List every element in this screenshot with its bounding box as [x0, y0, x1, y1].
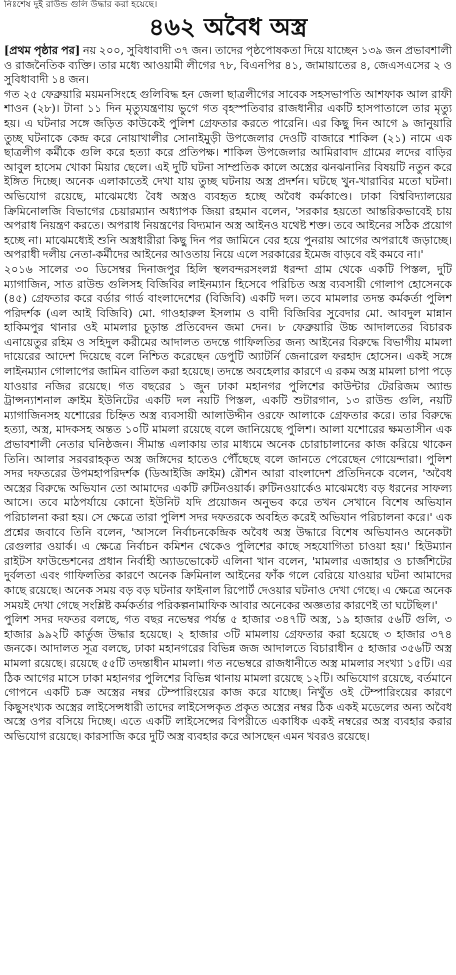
paragraph-text: নয় ২০০, সুবিধাবাদী ৩৭ জন। তাদের পৃষ্ঠপোষকতা দিয়ে যাচ্ছেন ১৩৯ জন প্রভাবশালী ও রাজনৈতিক ব্যক্তি। তার মধ্যে আওয়ামী লীগের ৭৮, বিএনপির ৪১, জামায়াতের ৪, জেএসএসের ২ ও সুবিধাবাদী ১৪ জন। [4, 44, 452, 87]
article-paragraph-4: পুলিশ সদর দফতর বলছে, গত বছর নভেম্বর পর্যন্ত ৫ হাজার ৩৪৭টি অস্ত্র, ১৯ হাজার ৫৬টি গুলি, ৩ হাজার ৯৯২টি কার্তুজ উদ্ধার হয়েছে। ২ হাজার ৩টি মামলায় গ্রেফতার করা হয়েছে ৩ হাজার ৩৭৪ জনকে। আদালত সূত্র বলছে, ঢাকা মহানগরের বিভিন্ন জজ আদালতে বিচারাধীন ৫ হাজার ৩৫৬টি অস্ত্র মামলা রয়েছে। রয়েছে ৫৫টি তদন্তাধীন মামলা। গত নভেম্বরে রাজধানীতে অস্ত্র মামলার সংখ্যা ১৫টি। এর ঠিক আগের মাসে ঢাকা মহানগর পুলিশের বিভিন্ন থানায় মামলা রয়েছে ১২টি। অভিযোগ রয়েছে, বর্তমানে গোপনে একটি চক্র অস্ত্রের নম্বর টেম্পারিংয়ের কাজ করে যাচ্ছে। নিখুঁত ওই টেম্পারিংয়ের কারণে কিছুসংখ্যক অস্ত্রের লাইসেন্সধারী তাদের লাইসেন্সকৃত প্রকৃত অস্ত্রের নম্বর ঠিক একই মডেলের অন্য অবৈধ অস্ত্রে ওপর বসিয়ে দিচ্ছে। এতে একটি লাইসেন্সের বিপরীতে একাধিক একই নম্বরের অস্ত্র ব্যবহার করার অভিযোগ রয়েছে। কারসাজি করে দুটি অস্ত্র ব্যবহার করে আসছেন এমন খবরও রয়েছে। [4, 613, 452, 743]
continuation-tag: [প্রথম পৃষ্ঠার পর] [4, 43, 81, 57]
previous-article-fragment: নিঃশেষ দুই রাউন্ড গুলি উদ্ধার করা হয়েছে। [4, 0, 158, 10]
article-paragraph-2: গত ২৫ ফেব্রুয়ারি ময়মনসিংহে গুলিবিদ্ধ হন জেলা ছাত্রলীগের সাবেক সহসভাপতি আশফাক আল রাফী শাওন (২৮)। টানা ১১ দিন মৃত্যুযন্ত্রণায় ভুগে গত বৃহস্পতিবার রাজধানীর একটি হাসপাতালে তার মৃত্যু হয়। এ ঘটনার সঙ্গে জড়িত কাউকেই পুলিশ গ্রেফতার করতে পারেনি। এর কিছু দিন আগে ৯ জানুয়ারি তুচ্ছ ঘটনাকে কেন্দ্র করে নোয়াখালীর সোনাইমুড়ী উপজেলার দেওটি বাজারে শাকিল (২১) নামে এক ছাত্রলীগ কর্মীকে গুলি করে হত্যা করে প্রতিপক্ষ। শাকিল উপজেলার আমিরাবাদ গ্রামের লদের বাড়ির আবুল হাসেম খোকা মিয়ার ছেলে। এই দুটি ঘটনা সাম্প্রতিক কালে অস্ত্রের ঝনঝনানির বিষয়টি নতুন করে ইঙ্গিত দিচ্ছে। অনেক এলাকাতেই দেখা যায় তুচ্ছ ঘটনায় অস্ত্র প্রদর্শন। ঘটছে খুন-খারাবির মতো ঘটনা। অভিযোগ রয়েছে, মাঝেমধ্যে বৈধ অস্ত্রও ব্যবহৃত হচ্ছে অবৈধ কর্মকাণ্ডে। ঢাকা বিশ্ববিদ্যালয়ের ক্রিমিনোলজি বিভাগের চেয়ারম্যান অধ্যাপক জিয়া রহমান বলেন, 'সরকার হয়তো আন্তরিকভাবেই চায় অপরাধ নিয়ন্ত্রণ করতে। অপরাধ নিয়ন্ত্রণের বিদ্যমান অস্ত্র আইনও যথেষ্ট শক্ত। তবে আইনের সঠিক প্রয়োগ হচ্ছে না। মাঝেমধ্যেই শুনি অস্ত্রধারীরা কিছু দিন পর জামিনে বের হয়ে পুনরায় আগের অপরাধে জড়াচ্ছে। অপরাধী দলীয় নেতা-কর্মীদের আইনের আওতায় নিয়ে এলে সরকারের ইমেজ বাড়বে বই কমবে না।' [4, 87, 452, 262]
article-paragraph-1 [4, 43, 452, 88]
article-body [4, 43, 452, 971]
article-headline: ৪৬২ অবৈধ অস্ত্র [148, 12, 308, 41]
article-paragraph-3: ২০১৬ সালের ৩০ ডিসেম্বর দিনাজপুর হিলি স্থলবন্দরসংলগ্ন ধরন্দা গ্রাম থেকে একটি পিস্তল, দুটি ম্যাগাজিন, সাত রাউন্ড গুলিসহ বিজিবির লাইনম্যান হিসেবে পরিচিত অস্ত্র ব্যবসায়ী গোলাপ হোসেনকে (৪৫) গ্রেফতার করে বর্ডার গার্ড বাংলাদেশের (বিজিবি) একটি দল। তবে মামলার তদন্ত কর্মকর্তা পুলিশ পরিদর্শক (এল আই বিজিবি) মো. গাওহারুল ইসলাম ও বাদী বিজিবির সুবেদার মো. আবদুল মান্নান হাকিমপুর থানার ওই মামলার চূড়ান্ত প্রতিবেদন জমা দেন। ৮ ফেব্রুয়ারি উচ্চ আদালতের বিচারক এনায়েতুর রহিম ও সহিদুল করীমের আদালত তদন্তে গাফিলতির জন্য আইনের বিরুদ্ধে বিভাগীয় মামলা দায়েরের আদেশ দিয়েছে বলে নিশ্চিত করেছেন ডেপুটি অ্যাটর্নি জেনারেল ফরহাদ হোসেন। একই সঙ্গে লাইনম্যান গোলাপের জামিন বাতিল করা হয়েছে। তদন্তে অবহেলার কারণে এ রকম অস্ত্র মামলা চাপা পড়ে যাওয়ার নজির রয়েছে। গত বছরের ১ জুন ঢাকা মহানগর পুলিশের কাউন্টার টেররিজম অ্যান্ড ট্রান্সন্যাশনাল ক্রাইম ইউনিটের একটি দল নয়টি পিস্তল, একটি শুটারগান, ১৩ রাউন্ড গুলি, নয়টি ম্যাগাজিনসহ যশোরের চিহ্নিত অস্ত্র ব্যবসায়ী আলাউদ্দীন ওরফে আলাকে গ্রেফতার করে। তার বিরুদ্ধে হত্যা, অস্ত্র, মাদকসহ অন্তত ১০টি মামলা রয়েছে বলে জানিয়েছে পুলিশ। আলা যশোরের ক্ষমতাসীন এক প্রভাবশালী নেতার ঘনিষ্ঠজন। সীমান্ত এলাকায় তার মাধ্যমে অনেক চোরাচালানের কাজ করিয়ে থাকেন তিনি। আলার সরবরাহকৃত অস্ত্র জঙ্গিদের হাতেও পৌঁছেছে বলে জানতে পেরেছেন গোয়েন্দারা। পুলিশ সদর দফতরের উপমহাপরিদর্শক (ডিআইজি ক্রাইম) রৌশন আরা বাংলাদেশ প্রতিদিনকে বলেন, 'অবৈধ অস্ত্রের বিরুদ্ধে অভিযান তো আমাদের একটি রুটিনওয়ার্ক। রুটিনওয়ার্কেও মাঝেমধ্যে বড় ধরনের সাফল্য আসে। তবে মাঠপর্যায়ে কোনো ইউনিট যদি প্রয়োজন অনুভব করে তখন সেখানে বিশেষ অভিযান পরিচালনা করা হয়। সে ক্ষেত্রে তারা পুলিশ সদর দফতরকে অবহিত করেই অভিযান পরিচালনা করে।' এক প্রশ্নের জবাবে তিনি বলেন, 'আসলে নির্বাচনকেন্দ্রিক অবৈধ অস্ত্র উদ্ধারে বিশেষ অভিযানও অনেকটা রেগুলার ওয়ার্ক। এ ক্ষেত্রে নির্বাচন কমিশন থেকেও পুলিশের কাছে সহযোগিতা চাওয়া হয়।' হিউম্যান রাইটস ফাউন্ডেশনের প্রধান নির্বাহী অ্যাডভোকেট এলিনা খান বলেন, 'মামলার এজাহার ও চার্জশিটের দুর্বলতা এবং গাফিলতির কারণে অনেক ক্রিমিনাল আইনের ফাঁক গলে বেরিয়ে যাওয়ার ঘটনা আমাদের কাছে রয়েছে। অনেক সময় বড় বড় ঘটনার ফাইনাল রিপোর্ট দেওয়ার ঘটনাও দেখা গেছে। এ ক্ষেত্রে অনেক সময়ই দেখা গেছে সংশ্লিষ্ট কর্মকর্তার পরিকল্পনামাফিক আবার অনেকের অজ্ঞতার কারণেই তা ঘটেছিল।' [4, 262, 452, 612]
